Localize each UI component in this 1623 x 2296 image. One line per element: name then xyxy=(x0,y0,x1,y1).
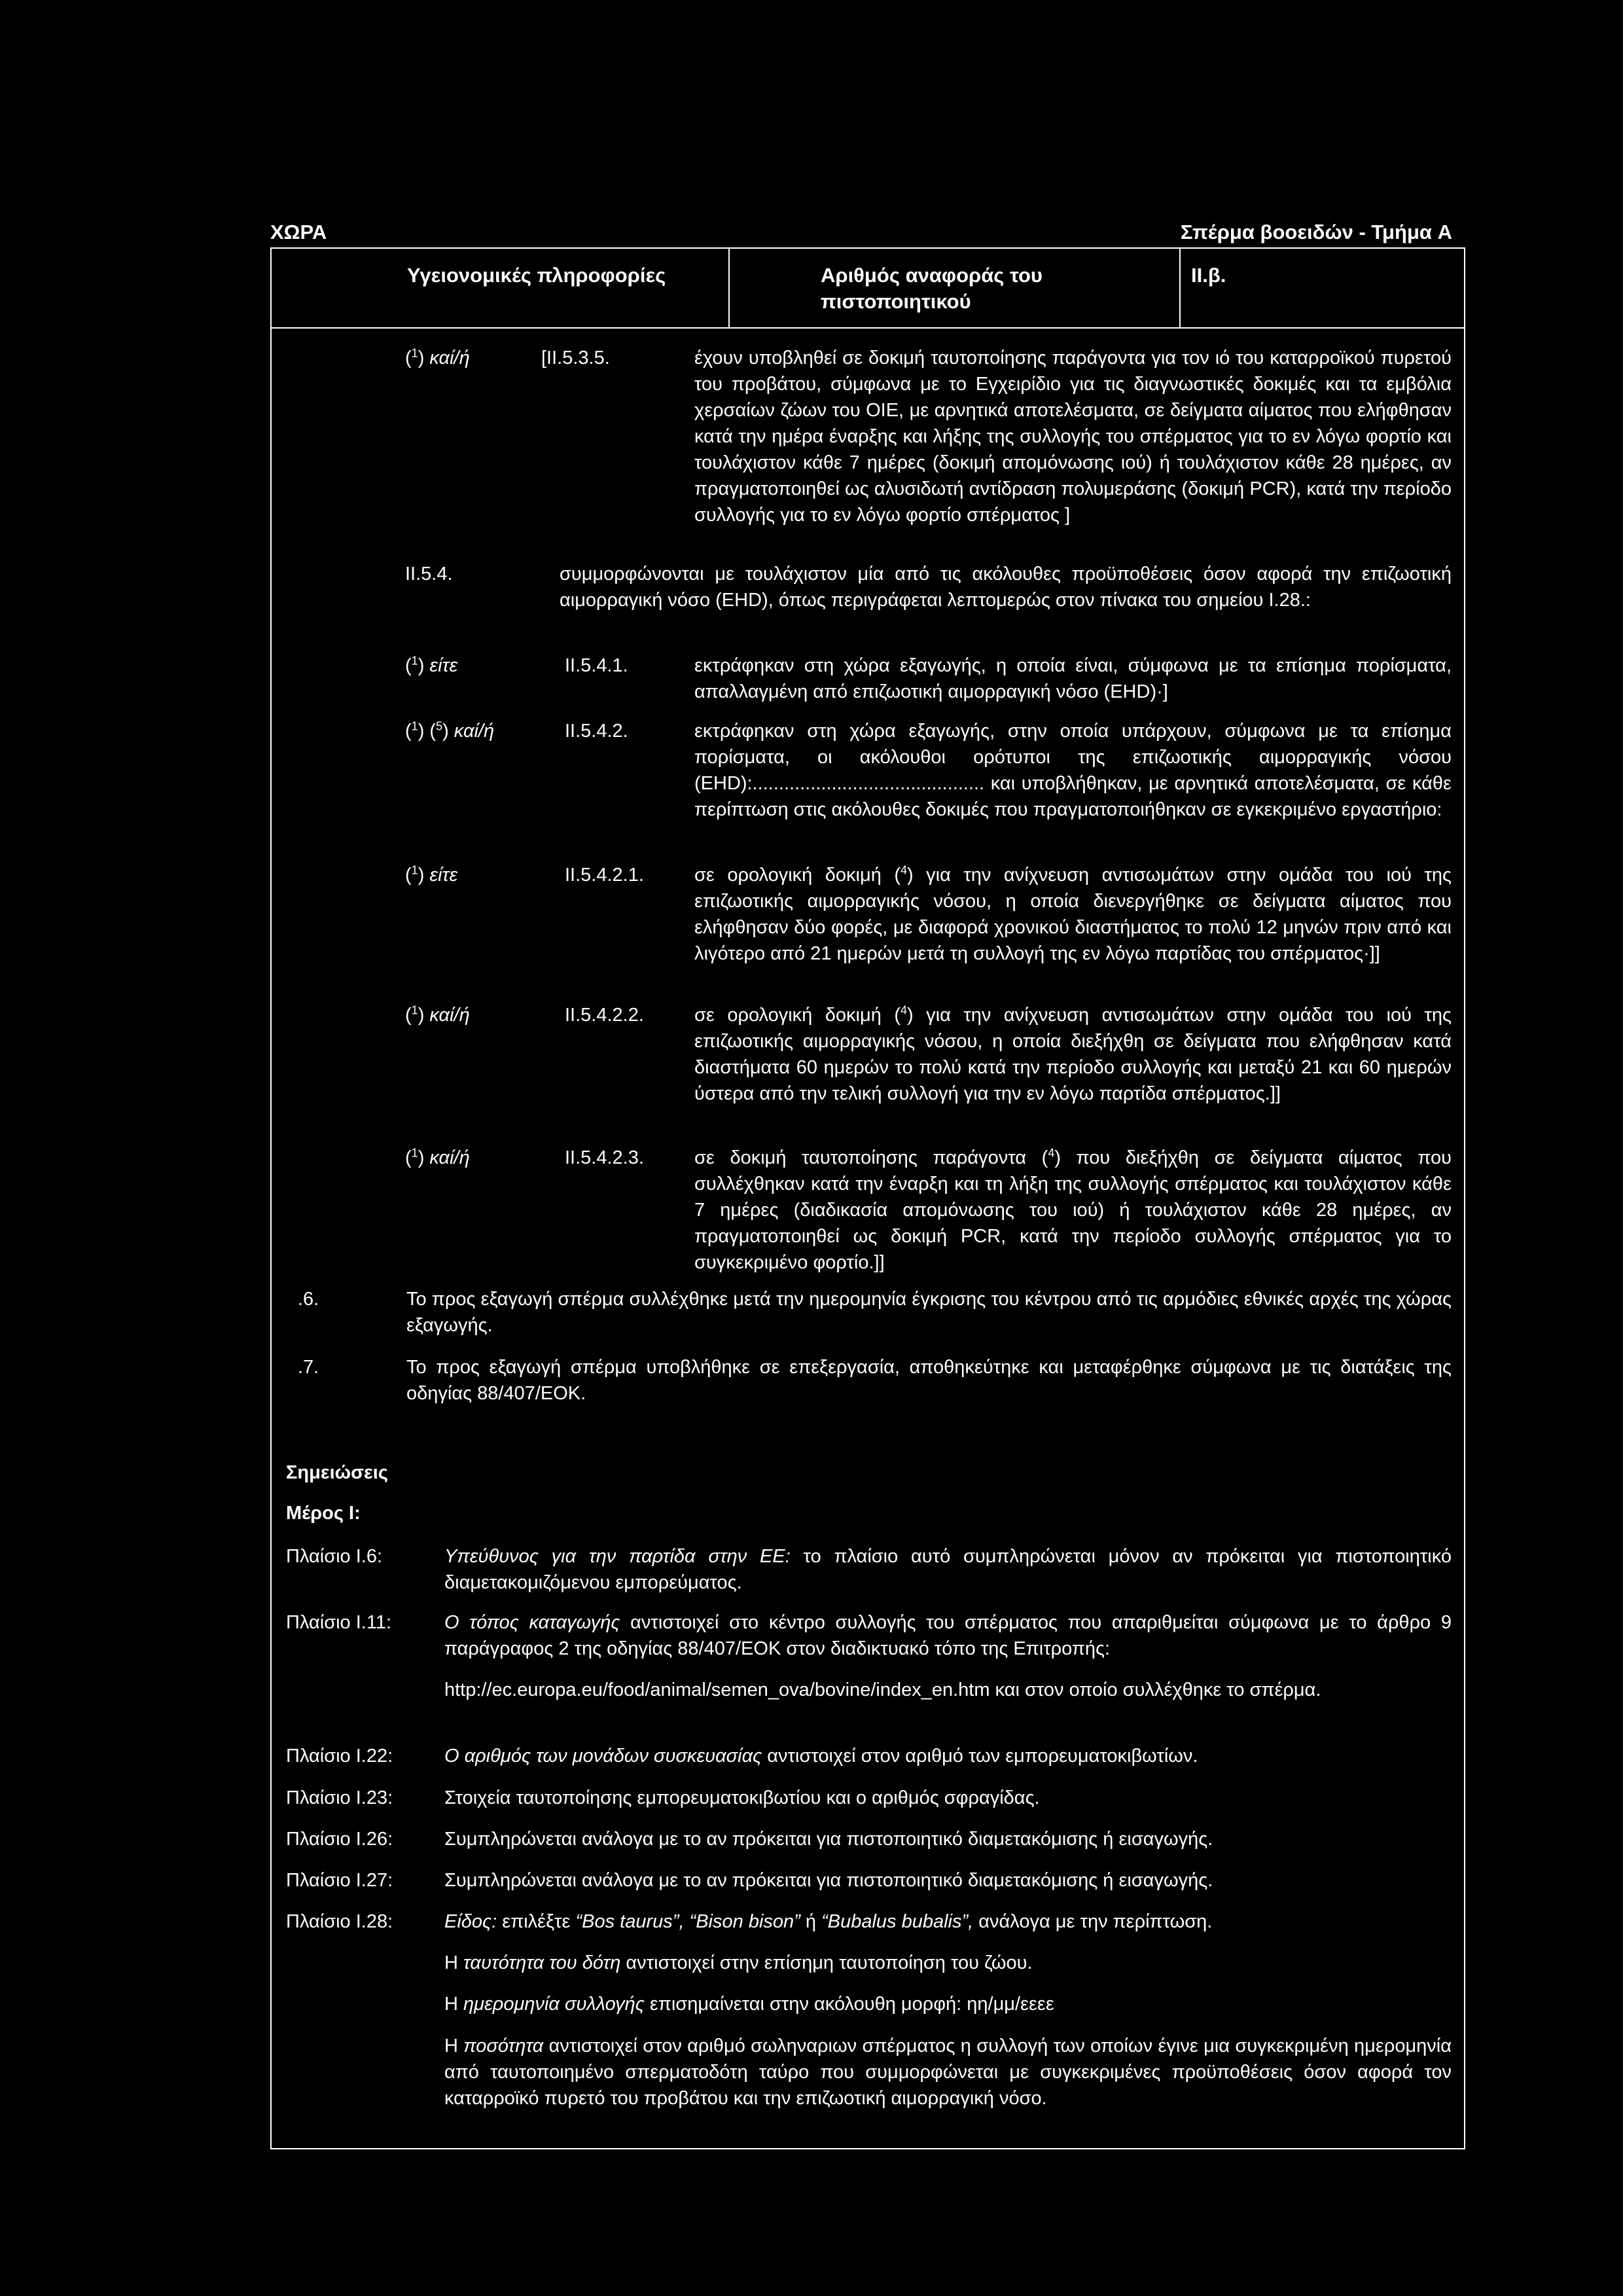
option-word: καί/ή xyxy=(429,348,470,368)
footnote-ref: 1 xyxy=(411,719,418,733)
note-text-part: Η xyxy=(444,2036,464,2056)
note-text xyxy=(444,1909,1452,1935)
note-emphasis: ημερομηνία συλλογής xyxy=(463,1994,645,2015)
item-text-part: ) για την ανίχνευση αντισωμάτων στην ομάδα του ιού της επιζωοτικής αιμορραγικής νόσου, η οποία διεξήχθη σε δείγματα που ελήφθησαν κατά διαστήματα 60 ημερών το πολύ κατά την περίοδο συλλογής και μεταξύ 21 και 60 ημερών ύστερα από την τελική συλλογή για την εν λόγω παρτίδα σπέρματος.]] xyxy=(694,1005,1452,1104)
option-mark: ($^1$) είτε xyxy=(405,863,458,886)
note-label: Πλαίσιο I.11: xyxy=(286,1612,392,1633)
option-word: είτε xyxy=(429,655,458,676)
note-text-part: αντιστοιχεί στον αριθμό των εμπορευματοκιβωτίων. xyxy=(762,1746,1198,1767)
note-text xyxy=(444,2033,1452,2111)
item-number: .6. xyxy=(298,1289,319,1310)
footnote-ref: 1 xyxy=(411,346,418,360)
note-emphasis: Ο αριθμός των μονάδων συσκευασίας xyxy=(444,1746,762,1767)
note-text xyxy=(444,1743,1452,1769)
species-names: “Bos taurus”, “Bison bison” xyxy=(575,1911,800,1932)
note-text: Συμπληρώνεται ανάλογα με το αν πρόκειται για πιστοποιητικό διαμετακόμισης ή εισαγωγής. xyxy=(444,1870,1213,1891)
note-text-part: αντιστοιχεί στον αριθμό σωληναριων σπέρματος η συλλογή των οποίων έγινε μια συγκεκριμένη ημερομηνία από ταυτοποιημένο σπερματοδότη ταύρο που συμμορφώνεται με συγκεκριμένες προϋποθέσεις όσον αφορά τον καταρροϊκό πυρετό του προβάτου και την επιζωοτική αιμορραγική νόσο. xyxy=(444,2036,1452,2109)
note-text-part: αντιστοιχεί στην επίσημη ταυτοποίηση του ζώου. xyxy=(620,1952,1033,1973)
option-mark: ($^1$) ($^5$) καί/ή xyxy=(405,719,495,742)
item-text xyxy=(694,1002,1452,1107)
item-text-part: σε ορολογική δοκιμή ( xyxy=(694,1005,901,1026)
footnote-ref: 1 xyxy=(411,863,418,877)
option-word: είτε xyxy=(429,865,458,886)
note-text-part: Η xyxy=(444,1994,463,2015)
option-word: καί/ή xyxy=(429,1005,470,1026)
note-emphasis: Ο τόπος καταγωγής xyxy=(444,1612,620,1633)
note-text-part: αντιστοιχεί στο κέντρο συλλογής του σπέρματος που απαριθμείται σύμφωνα με το άρθρο 9 παράγραφος 2 της οδηγίας 88/407/ΕΟΚ στον διαδικτυακό τόπο της Επιτροπής: xyxy=(444,1612,1452,1659)
item-text: έχουν υποβληθεί σε δοκιμή ταυτοποίησης παράγοντα για τον ιό του καταρροϊκού πυρετού του προβάτου, σύμφωνα με το Εγχειρίδιο για τις διαγνωστικές δοκιμές και τα εμβόλια χερσαίων ζώων του OIE, με αρνητικά αποτελέσματα, σε δείγματα αίματος που ελήφθησαν κατά την ημέρα έναρξης και λήξης της συλλογής του σπέρματος για το εν λόγω φορτίο και τουλάχιστον κάθε 7 ημέρες (δοκιμή απομόνωσης ιού) ή τουλάχιστον κάθε 28 ημέρες, αν πραγματοποιηθεί ως αλυσιδωτή αντίδραση πολυμεράσης (δοκιμή PCR), κατά την περίοδο συλλογής για το εν λόγω φορτίο σπέρματος ] xyxy=(694,348,1452,526)
note-label: Πλαίσιο I.27: xyxy=(286,1870,393,1891)
note-text xyxy=(444,1991,1452,2017)
note-label: Πλαίσιο I.23: xyxy=(286,1787,393,1808)
note-emphasis: Είδος: xyxy=(444,1911,497,1932)
footnote-ref: 4 xyxy=(1048,1146,1055,1160)
option-mark: ($^1$) καί/ή xyxy=(405,1003,470,1026)
item-number: II.5.4.2. xyxy=(565,721,628,742)
item-text: Το προς εξαγωγή σπέρμα υποβλήθηκε σε επεξεργασία, αποθηκεύτηκε και μεταφέρθηκε σύμφωνα με τις διατάξεις της οδηγίας 88/407/ΕΟΚ. xyxy=(406,1357,1452,1404)
header-divider xyxy=(1179,249,1181,327)
note-text-part: ανάλογα με την περίπτωση. xyxy=(973,1911,1213,1932)
note-emphasis: ποσότητα xyxy=(463,2036,544,2056)
header-rule xyxy=(272,327,1464,329)
note-text-part: επιλέξτε xyxy=(497,1911,576,1932)
footnote-ref: 5 xyxy=(436,719,443,733)
footnote-ref: 1 xyxy=(411,654,418,668)
option-mark: ($^1$) καί/ή xyxy=(405,346,470,368)
item-number: II.5.4.2.2. xyxy=(565,1005,644,1026)
note-text: Συμπληρώνεται ανάλογα με το αν πρόκειται για πιστοποιητικό διαμετακόμισης ή εισαγωγής. xyxy=(444,1829,1213,1850)
item-text-part: ) για την ανίχνευση αντισωμάτων στην ομάδα του ιού της επιζωοτικής αιμορραγικής νόσου, η οποία διενεργήθηκε σε δείγματα αίματος που ελήφθησαν δύο φορές, με διαφορά χρονικού διαστήματος το πολύ 12 μηνών πριν από και λιγότερο από 21 ημερών μετά τη συλλογή της εν λόγω παρτίδας του σπέρματος·]] xyxy=(694,865,1452,964)
item-number: II.5.4. xyxy=(405,564,453,584)
note-text: Στοιχεία ταυτοποίησης εμπορευματοκιβωτίου και ο αριθμός σφραγίδας. xyxy=(444,1787,1040,1808)
note-label: Πλαίσιο I.6: xyxy=(286,1546,383,1567)
species-names: “Bubalus bubalis”, xyxy=(821,1911,974,1932)
document-title: Σπέρμα βοοειδών - Τμήμα A xyxy=(1180,221,1452,243)
note-text-part: επισημαίνεται στην ακόλουθη μορφή: ηη/μμ/εεεε xyxy=(644,1994,1054,2015)
item-number: .7. xyxy=(298,1357,319,1378)
notes-part-heading: Μέρος I: xyxy=(286,1503,361,1524)
item-text: Το προς εξαγωγή σπέρμα συλλέχθηκε μετά την ημερομηνία έγκρισης του κέντρου από τις αρμόδιες εθνικές αρχές της χώρας εξαγωγής. xyxy=(406,1289,1452,1336)
note-text-part: ή xyxy=(800,1911,822,1932)
header-section-code: II.β. xyxy=(1191,264,1226,287)
note-text xyxy=(444,1543,1452,1596)
header-divider xyxy=(728,249,730,327)
item-text-part: σε ορολογική δοκιμή ( xyxy=(694,865,901,886)
item-number: II.5.4.2.3. xyxy=(565,1147,644,1168)
note-text-part: Η xyxy=(444,1952,463,1973)
item-number: [II.5.3.5. xyxy=(541,348,610,368)
option-word: καί/ή xyxy=(454,721,495,742)
footnote-ref: 4 xyxy=(900,863,907,877)
item-text-part: σε δοκιμή ταυτοποίησης παράγοντα ( xyxy=(694,1147,1048,1168)
note-text-part: το πλαίσιο αυτό συμπληρώνεται μόνον αν πρόκειται για πιστοποιητικό διαμετακομιζόμενου εμπορεύματος. xyxy=(444,1546,1452,1593)
note-text xyxy=(444,1950,1452,1976)
item-text xyxy=(694,862,1452,967)
note-label: Πλαίσιο I.22: xyxy=(286,1746,393,1767)
option-mark: ($^1$) καί/ή xyxy=(405,1146,470,1168)
country-label: ΧΩΡΑ xyxy=(270,221,327,243)
header-health-info: Υγειονομικές πληροφορίες xyxy=(407,264,666,287)
item-text: εκτράφηκαν στη χώρα εξαγωγής, στην οποία υπάρχουν, σύμφωνα με τα επίσημα πορίσματα, οι ακόλουθοι ορότυποι της επιζωοτικής αιμορραγικής νόσου (EHD):............................................ και υποβλήθηκαν, με αρνητικά αποτελέσματα, σε κάθε περίπτωση στις ακόλουθες δοκιμές που πραγματοποιήθηκαν σε εγκεκριμένο εργαστήριο: xyxy=(694,721,1452,820)
notes-heading: Σημειώσεις xyxy=(286,1462,388,1483)
note-url-text: http://ec.europa.eu/food/animal/semen_ova/bovine/index_en.htm και στον οποίο συλλέχθηκε το σπέρμα. xyxy=(444,1679,1321,1700)
item-text: συμμορφώνονται με τουλάχιστον μία από τις ακόλουθες προϋποθέσεις όσον αφορά την επιζωοτική αιμορραγική νόσο (EHD), όπως περιγράφεται λεπτομερώς στον πίνακα του σημείου I.28.: xyxy=(560,564,1452,611)
note-label: Πλαίσιο I.28: xyxy=(286,1911,393,1932)
option-word: καί/ή xyxy=(429,1147,470,1168)
item-text: εκτράφηκαν στη χώρα εξαγωγής, η οποία είναι, σύμφωνα με τα επίσημα πορίσματα, απαλλαγμένη από επιζωοτική αιμορραγική νόσο (EHD)·] xyxy=(694,655,1452,702)
footnote-ref: 1 xyxy=(411,1003,418,1017)
item-number: II.5.4.2.1. xyxy=(565,865,644,886)
item-text-part: ) που διεξήχθη σε δείγματα αίματος που συλλέχθηκαν κατά την έναρξη και τη λήξη της συλλογής σπέρματος και τουλάχιστον κάθε 7 ημέρες (διαδικασία απομόνωσης του ιού) ή τουλάχιστον κάθε 28 ημέρες, αν πραγματοποιηθεί ως δοκιμή PCR, κατά την περίοδο συλλογής σπέρματος για το συγκεκριμένο φορτίο.]] xyxy=(694,1147,1452,1273)
option-mark: ($^1$) είτε xyxy=(405,654,458,676)
note-emphasis: ταυτότητα του δότη xyxy=(463,1952,621,1973)
footnote-ref: 1 xyxy=(411,1146,418,1160)
footnote-ref: 4 xyxy=(900,1003,907,1017)
note-label: Πλαίσιο I.26: xyxy=(286,1829,393,1850)
header-certificate-ref: Αριθμός αναφοράς του πιστοποιητικού xyxy=(821,264,1043,313)
note-text xyxy=(444,1609,1452,1662)
item-number: II.5.4.1. xyxy=(565,655,628,676)
note-emphasis: Υπεύθυνος για την παρτίδα στην ΕΕ: xyxy=(444,1546,791,1567)
item-text xyxy=(694,1145,1452,1276)
